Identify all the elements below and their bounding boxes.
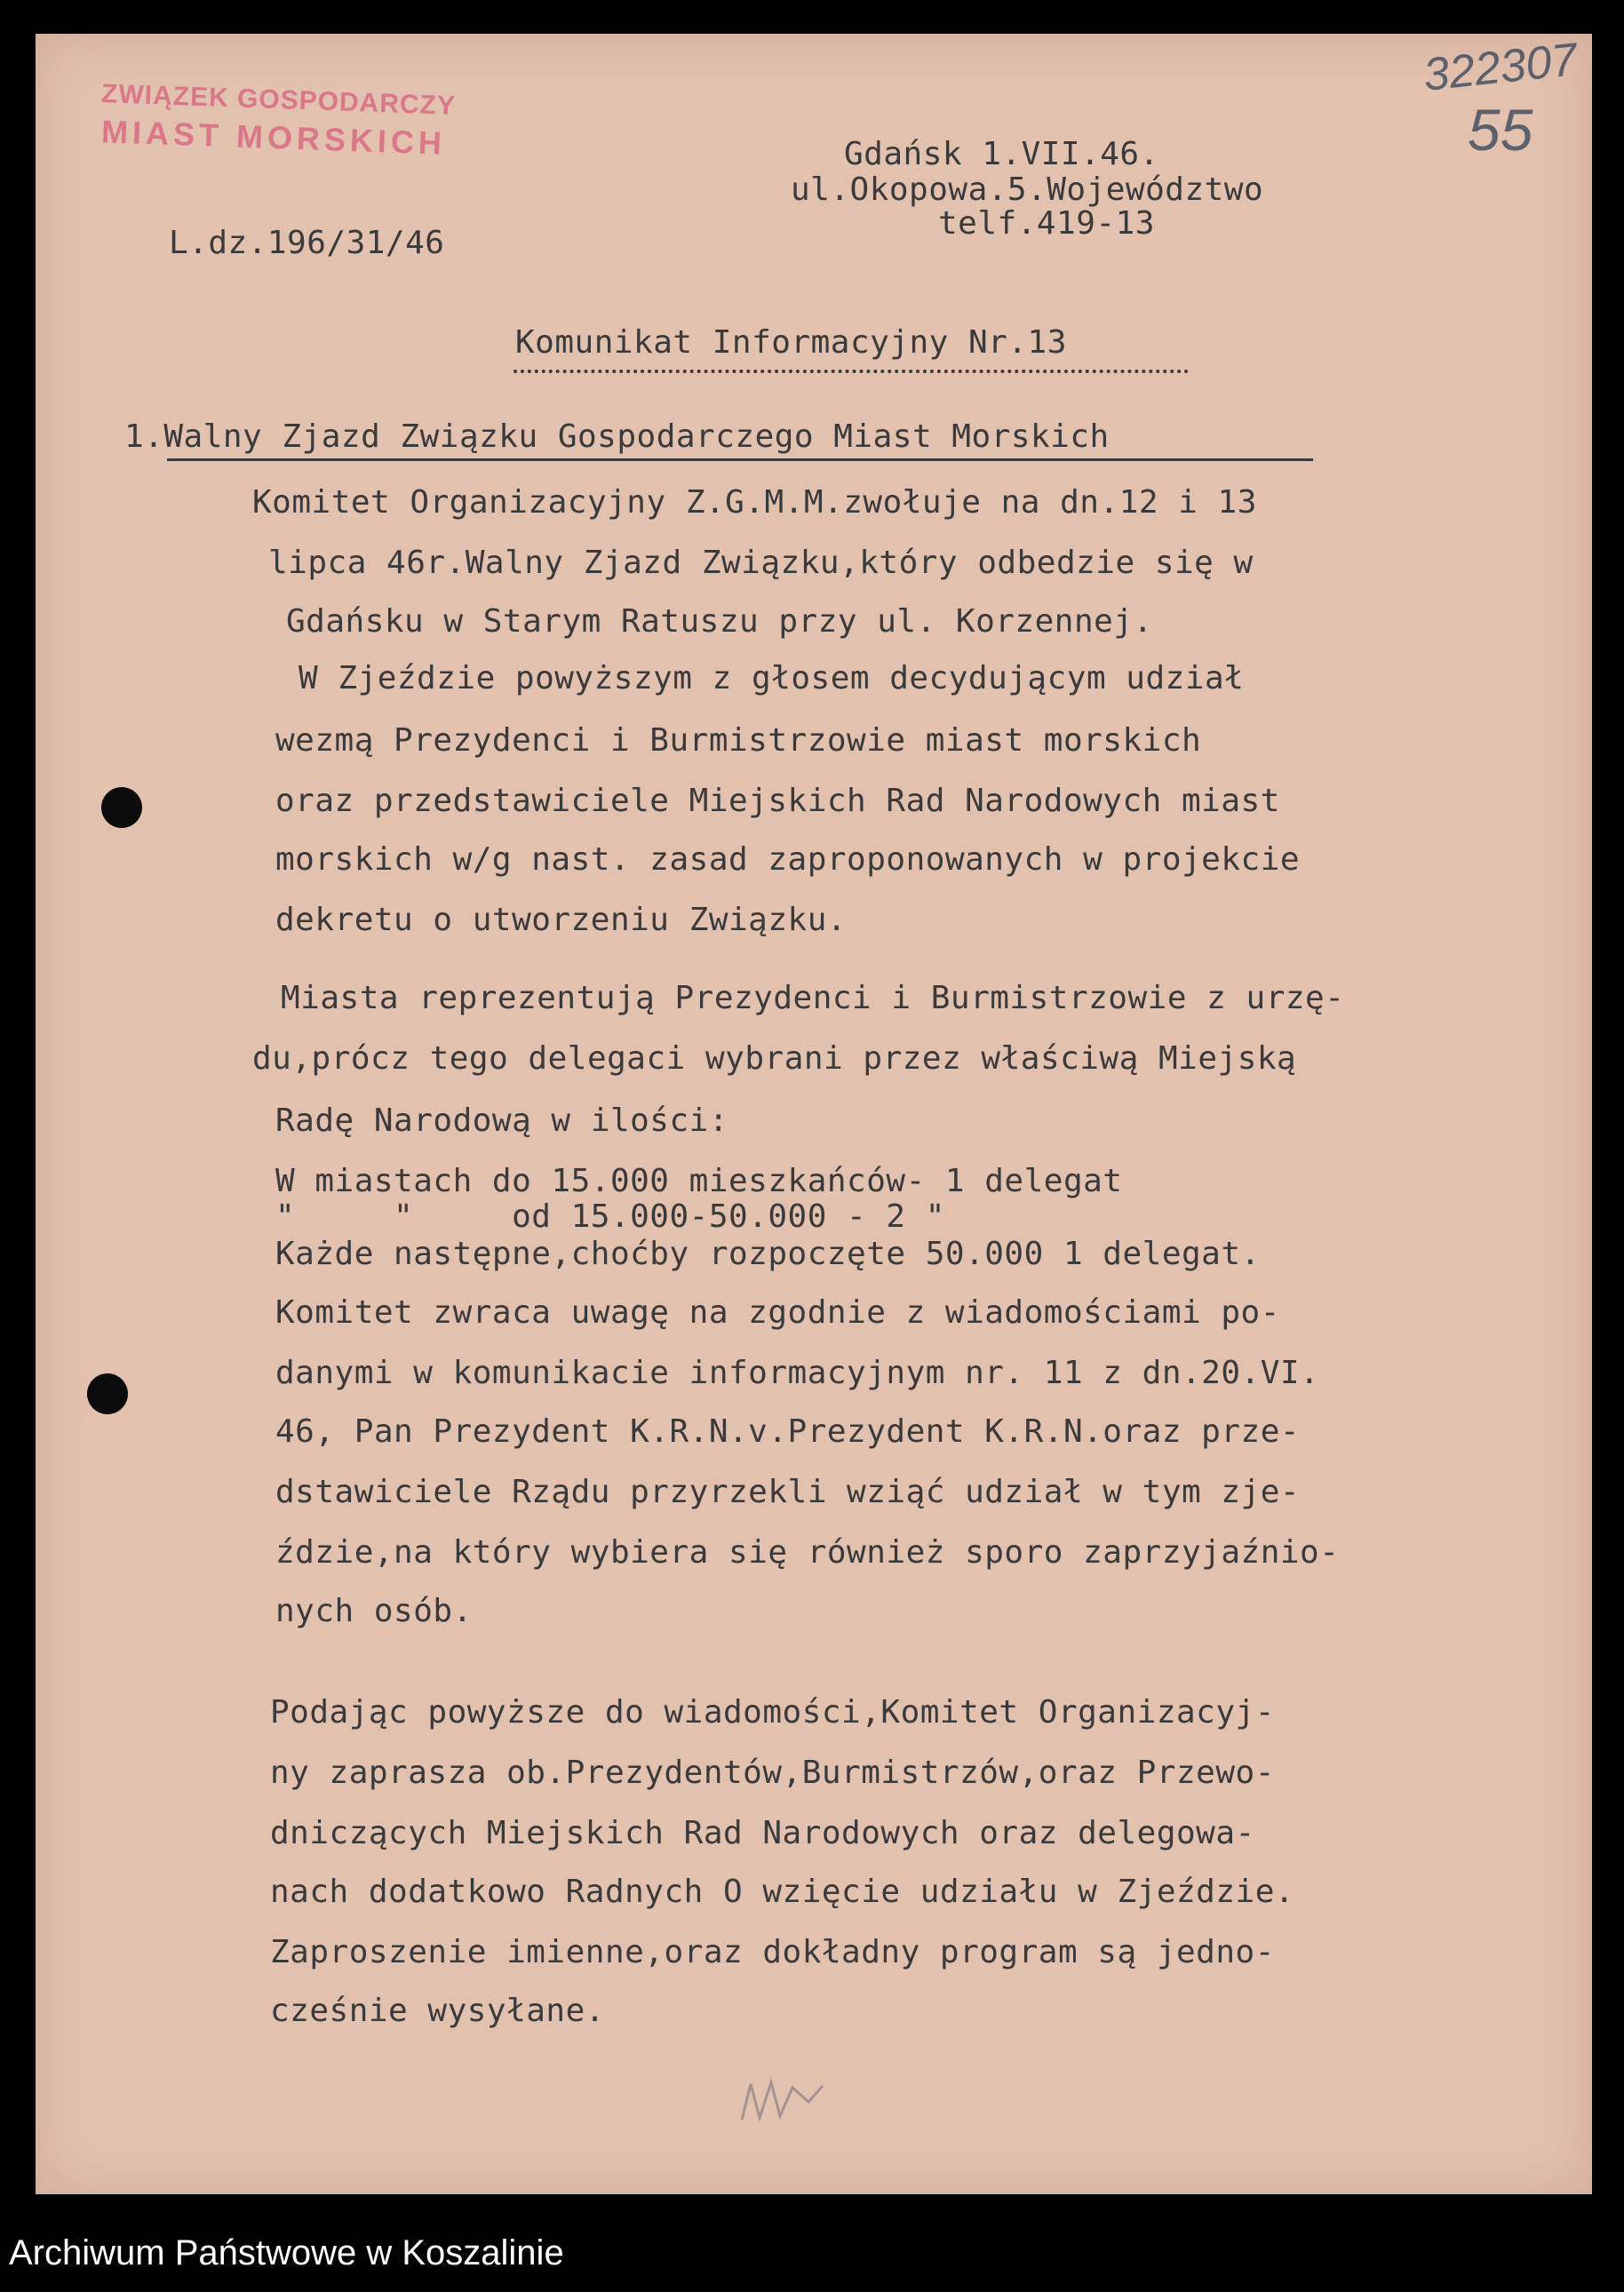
body-line: ny zaprasza ob.Prezydentów,Burmistrzów,oraz Przewo-: [270, 1755, 1275, 1791]
punch-hole-bottom: [87, 1373, 128, 1414]
body-line: dstawiciele Rządu przyrzekli wziąć udział w tym zje-: [275, 1474, 1301, 1510]
body-line: wezmą Prezydenci i Burmistrzowie miast morskich: [275, 722, 1202, 759]
body-line: ździe,na który wybiera się również sporo zaprzyjaźnio-: [275, 1534, 1340, 1571]
document-title: Komunikat Informacyjny Nr.13: [515, 324, 1067, 361]
body-line: danymi w komunikacie informacyjnym nr. 11 z dn.20.VI.: [275, 1355, 1320, 1391]
document-page: [36, 34, 1592, 2194]
body-line: du,prócz tego delegaci wybrani przez właściwą Miejską: [252, 1040, 1297, 1077]
reference-number: L.dz.196/31/46: [169, 225, 445, 261]
body-line: W miastach do 15.000 mieszkańców- 1 delegat: [275, 1163, 1123, 1199]
body-line: nych osób.: [275, 1593, 473, 1629]
section-heading: 1.Walny Zjazd Związku Gospodarczego Miast Morskich: [124, 418, 1110, 455]
body-line: W Zjeździe powyższym z głosem decydującym udział: [299, 660, 1245, 696]
body-line: Komitet zwraca uwagę na zgodnie z wiadomościami po-: [275, 1294, 1280, 1331]
body-line: lipca 46r.Walny Zjazd Związku,który odbedzie się w: [268, 545, 1254, 581]
body-line: Zaproszenie imienne,oraz dokładny program są jedno-: [270, 1934, 1275, 1970]
body-line: nach dodatkowo Radnych O wzięcie udziału w Zjeździe.: [270, 1874, 1295, 1910]
body-line: Podając powyższe do wiadomości,Komitet Organizacyj-: [270, 1694, 1275, 1731]
stamp-line-2: MIAST MORSKICH: [100, 113, 447, 162]
body-line: morskich w/g nast. zasad zaproponowanych w projekcie: [275, 841, 1301, 878]
body-line: cześnie wysyłane.: [270, 1993, 605, 2029]
body-line: Każde następne,choćby rozpoczęte 50.000 1 delegat.: [275, 1236, 1261, 1272]
title-underline: [513, 370, 1189, 378]
archive-number-top: 322307: [1421, 34, 1580, 101]
body-line: Gdańsku w Starym Ratuszu przy ul. Korzennej.: [286, 603, 1153, 640]
body-line: Komitet Organizacyjny Z.G.M.M.zwołuje na dn.12 i 13: [252, 484, 1257, 521]
signature-mark: [737, 2075, 826, 2129]
header-address: ul.Okopowa.5.Województwo: [791, 171, 1264, 208]
body-line: 46, Pan Prezydent K.R.N.v.Prezydent K.R.N.oraz prze-: [275, 1413, 1301, 1450]
stamp-line-1: ZWIĄZEK GOSPODARCZY: [100, 79, 457, 121]
archive-number-bottom: 55: [1468, 97, 1533, 163]
body-line: Miasta reprezentują Prezydenci i Burmistrzowie z urzę-: [281, 980, 1345, 1016]
body-line: " " od 15.000-50.000 - 2 ": [275, 1198, 945, 1235]
body-line: Radę Narodową w ilości:: [275, 1102, 728, 1139]
body-line: dniczących Miejskich Rad Narodowych oraz delegowa-: [270, 1815, 1255, 1851]
archive-footer: Archiwum Państwowe w Koszalinie: [9, 2232, 564, 2272]
body-line: dekretu o utworzeniu Związku.: [275, 902, 848, 938]
header-phone: telf.419-13: [938, 205, 1155, 242]
body-line: oraz przedstawiciele Miejskich Rad Narodowych miast: [275, 783, 1280, 819]
punch-hole-top: [101, 787, 142, 828]
header-place-date: Gdańsk 1.VII.46.: [844, 136, 1159, 172]
section-heading-underline: [167, 458, 1313, 461]
